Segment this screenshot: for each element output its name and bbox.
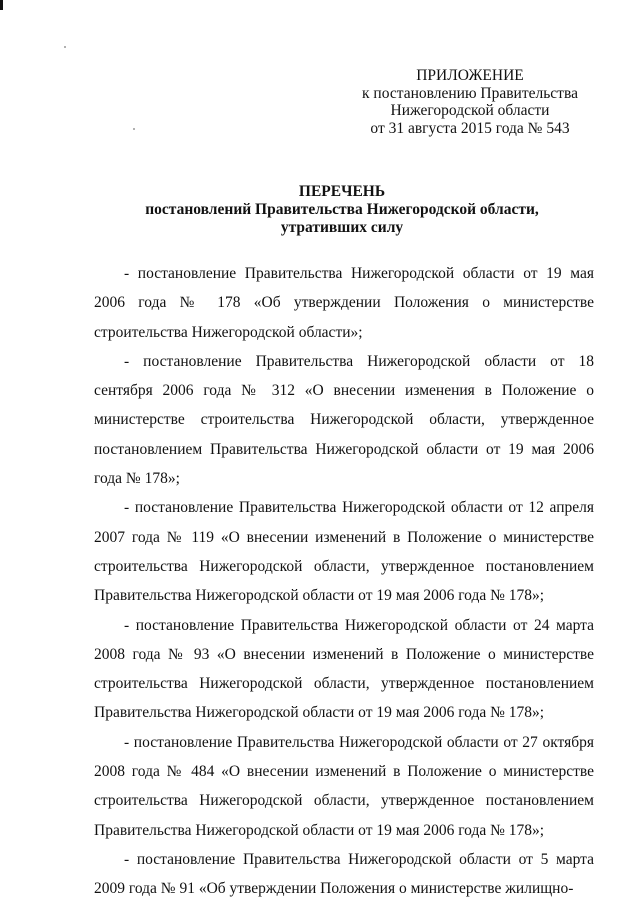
title-heading: ПЕРЕЧЕНЬ: [298, 183, 386, 200]
scan-corner-mark: [0, 0, 3, 10]
decree-list: [94, 259, 594, 904]
title-subheading: утративших силу: [280, 219, 404, 236]
document-title: [100, 183, 584, 237]
title-subheading: постановлений Правительства Нижегородской области,: [145, 201, 539, 218]
list-item: - постановление Правительства Нижегородской области от 5 марта 2009 года № 91 «Об утверждении Положения о министерстве жилищно-: [94, 850, 594, 898]
list-item: - постановление Правительства Нижегородской области от 18 сентября 2006 года № 312 «О внесении изменения в Положение о министерстве строительства Нижегородской области, утвержденное постановлением Правительства Нижегородской области от 19 мая 2006 года № 178»;: [94, 352, 594, 488]
scan-speck: [133, 128, 135, 130]
list-item: - постановление Правительства Нижегородской области от 27 октября 2008 года № 484 «О внесении изменений в Положение о министерстве строительства Нижегородской области, утвержденное постановлением Правительства Нижегородской области от 19 мая 2006 года № 178»;: [94, 733, 594, 839]
approval-heading: ПРИЛОЖЕНИЕ: [416, 67, 524, 84]
approval-line: к постановлению Правительства: [362, 84, 578, 102]
approval-date-number: от 31 августа 2015 года № 543: [370, 119, 570, 137]
list-item: - постановление Правительства Нижегородской области от 24 марта 2008 года № 93 «О внесении изменений в Положение о министерстве строительства Нижегородской области, утвержденное постановлением Правительства Нижегородской области от 19 мая 2006 года № 178»;: [94, 616, 594, 722]
list-item: - постановление Правительства Нижегородской области от 19 мая 2006 года № 178 «Об утверждении Положения о министерстве строительства Нижегородской области»;: [94, 265, 594, 341]
list-item: - постановление Правительства Нижегородской области от 12 апреля 2007 года № 119 «О внесении изменений в Положение о министерстве строительства Нижегородской области, утвержденное постановлением Правительства Нижегородской области от 19 мая 2006 года № 178»;: [94, 499, 594, 605]
approval-block: [345, 67, 595, 137]
approval-line: Нижегородской области: [390, 102, 550, 119]
scan-speck: [64, 46, 66, 48]
